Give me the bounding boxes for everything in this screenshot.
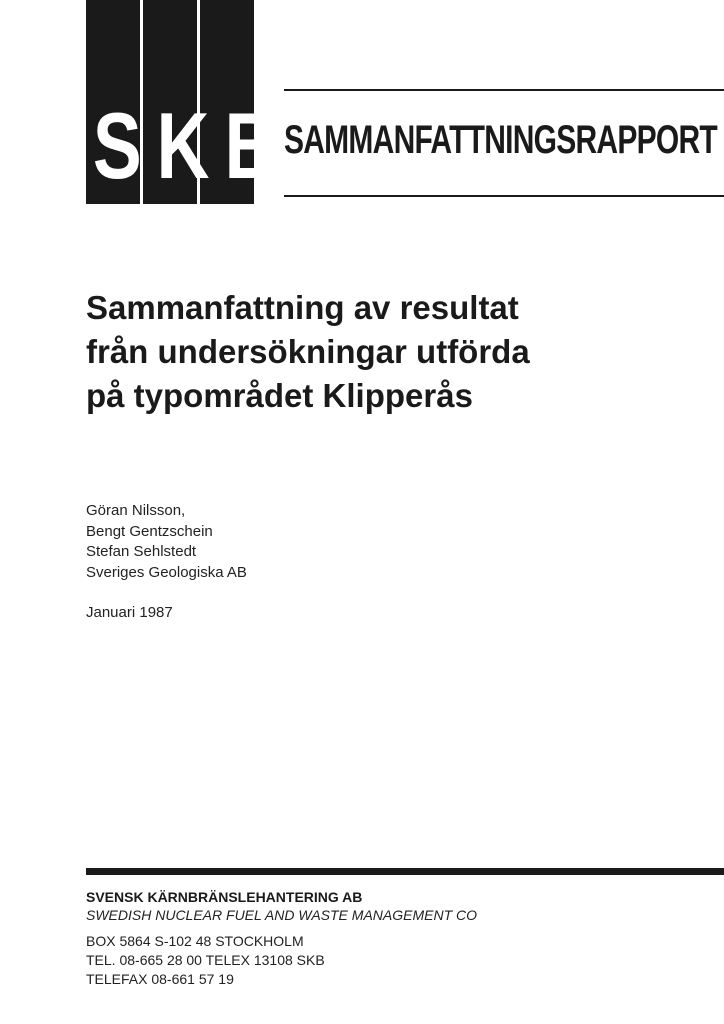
address-line: BOX 5864 S-102 48 STOCKHOLM [86, 933, 304, 949]
document-title [86, 286, 706, 418]
logo-letter-b: B [224, 93, 278, 198]
header-rule-bottom [284, 195, 724, 197]
report-type-heading: SAMMANFATTNINGSRAPPORT [284, 118, 717, 162]
logo-letter-s: S [92, 93, 142, 198]
author-affiliation: Sveriges Geologiska AB [86, 563, 247, 581]
title-line: Sammanfattning av resultat [86, 289, 519, 326]
skb-logo [86, 0, 278, 204]
logo-letter-k: K [156, 93, 210, 198]
organization-name-english: SWEDISH NUCLEAR FUEL AND WASTE MANAGEMENT CO [86, 907, 478, 923]
footer-rule [86, 868, 724, 875]
header-rule-top [284, 89, 724, 91]
author-name: Göran Nilsson, [86, 502, 186, 519]
contact-address [86, 932, 325, 989]
phone-line: TEL. 08-665 28 00 TELEX 13108 SKB [86, 952, 325, 968]
publication-date: Januari 1987 [86, 604, 173, 621]
author-list [86, 501, 247, 583]
fax-line: TELEFAX 08-661 57 19 [86, 971, 234, 987]
author-name: Stefan Sehlstedt [86, 543, 197, 560]
author-name: Bengt Gentzschein [86, 522, 213, 540]
title-line: på typområdet Klipperås [86, 377, 473, 414]
organization-name-swedish: SVENSK KÄRNBRÄNSLEHANTERING AB [86, 889, 363, 905]
logo-letters [86, 93, 278, 198]
title-line: från undersökningar utförda [86, 333, 530, 370]
